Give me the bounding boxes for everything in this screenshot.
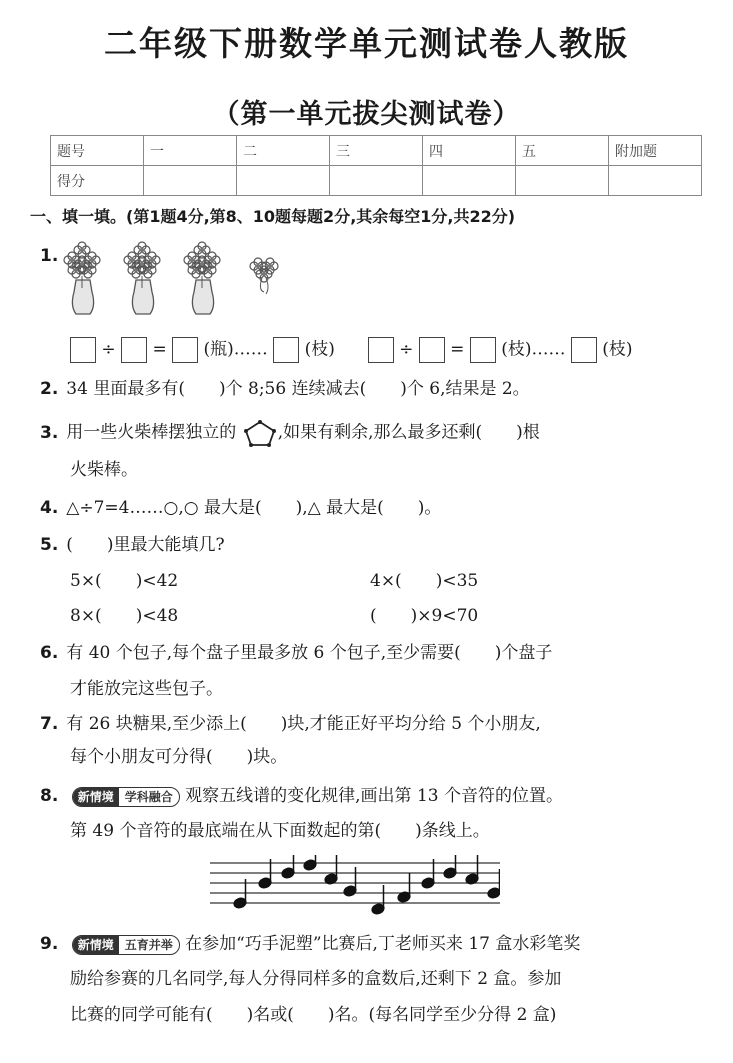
q5-item: ( )×9<70 [370, 606, 479, 626]
pentagon-icon [242, 419, 278, 447]
table-cell: 五 [516, 136, 609, 166]
table-row [51, 136, 702, 166]
answer-box[interactable] [273, 337, 299, 363]
answer-box[interactable] [571, 337, 597, 363]
q5-item: 5×( )<42 [70, 571, 179, 591]
note-head [487, 887, 500, 900]
question-2: 2. 34 里面最多有( )个 8;56 连续减去( )个 6,结果是 2。 [40, 379, 530, 399]
answer-box[interactable] [172, 337, 198, 363]
question-6: 6. 有 40 个包子,每个盘子里最多放 6 个包子,至少需要( )个盘子 [40, 643, 553, 663]
question-9: 9. 新情境 五育并举 在参加“巧手泥塑”比赛后,丁老师买来 17 盒水彩笔奖 [40, 934, 581, 954]
new-context-badge: 新情境 五育并举 [72, 935, 180, 955]
page-title: 二年级下册数学单元测试卷人教版 [104, 24, 629, 63]
question-7: 7. 有 26 块糖果,至少添上( )块,才能正好平均分给 5 个小朋友, [40, 714, 541, 734]
table-cell: 二 [237, 136, 330, 166]
page-subtitle: （第一单元拔尖测试卷） [212, 99, 521, 130]
q5-item: 8×( )<48 [70, 606, 179, 626]
table-cell: 得分 [51, 166, 144, 196]
question-8: 8. 新情境 学科融合 观察五线谱的变化规律,画出第 13 个音符的位置。 [40, 786, 563, 806]
score-input-cell[interactable] [516, 166, 609, 196]
score-input-cell[interactable] [237, 166, 330, 196]
question-number: 1. [40, 246, 59, 266]
new-context-badge: 新情境 学科融合 [72, 787, 180, 807]
question-3: 3. 用一些火柴棒摆独立的 ,如果有剩余,那么最多还剩( )根 [40, 419, 540, 447]
q5-item: 4×( )<35 [370, 571, 479, 591]
answer-box[interactable] [470, 337, 496, 363]
score-input-cell[interactable] [609, 166, 702, 196]
table-cell: 题号 [51, 136, 144, 166]
score-input-cell[interactable] [330, 166, 423, 196]
score-input-cell[interactable] [144, 166, 237, 196]
table-cell: 一 [144, 136, 237, 166]
score-input-cell[interactable] [423, 166, 516, 196]
section-heading: 一、填一填。(第1题4分,第8、10题每题2分,其余每空1分,共22分) [30, 207, 516, 226]
question-4: 4. △÷7=4……○,○ 最大是( ),△ 最大是( )。 [40, 498, 442, 518]
table-cell: 四 [423, 136, 516, 166]
answer-box[interactable] [419, 337, 445, 363]
music-staff-image [210, 855, 500, 917]
answer-box[interactable] [70, 337, 96, 363]
table-cell: 附加题 [609, 136, 702, 166]
table-cell: 三 [330, 136, 423, 166]
table-row [51, 166, 702, 196]
question-5: 5. ( )里最大能填几? [40, 535, 225, 555]
answer-box[interactable] [121, 337, 147, 363]
q1-equations: ÷ = (瓶)…… (枝) ÷ = (枝)…… (枝) [70, 337, 633, 363]
flower-vases-image [62, 236, 302, 320]
score-table [50, 135, 702, 196]
answer-box[interactable] [368, 337, 394, 363]
